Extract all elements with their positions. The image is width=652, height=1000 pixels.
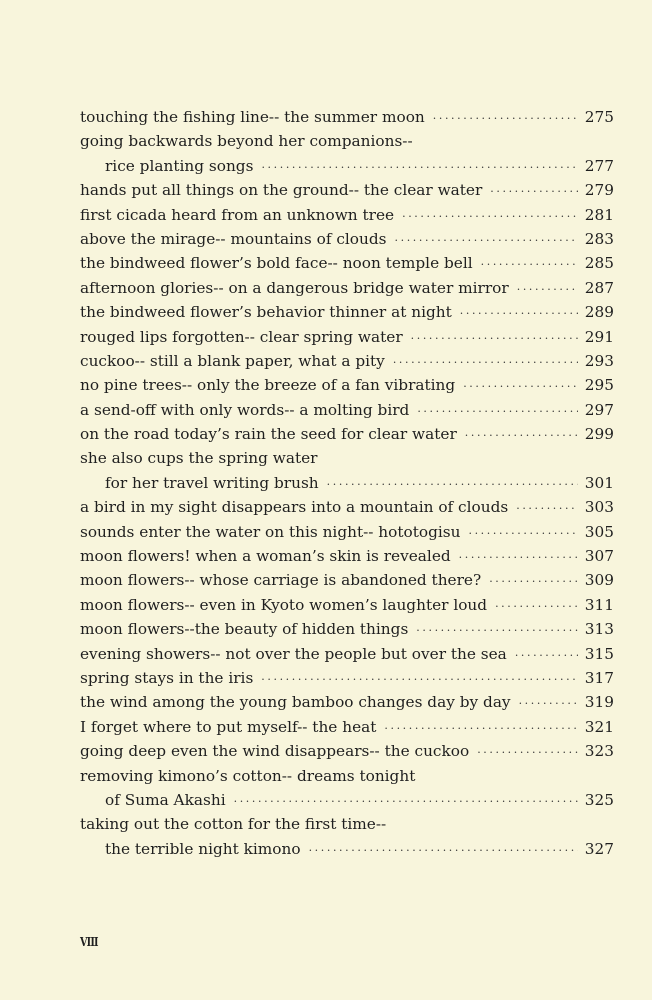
dot-leader: [516, 497, 578, 521]
toc-entry-page: 305: [584, 522, 614, 541]
toc-entry: [80, 471, 614, 495]
dot-leader: [411, 327, 578, 351]
toc-entry: [80, 129, 614, 153]
toc-entry-page: 313: [584, 620, 614, 639]
toc-entry-page: 327: [584, 839, 614, 858]
dot-leader: [519, 692, 578, 716]
toc-entry: [80, 568, 614, 592]
toc-entry-page: 301: [584, 473, 614, 492]
toc-entry-title: touching the fishing line-- the summer moon: [80, 108, 425, 126]
toc-entry-title: going deep even the wind disappears-- the cuckoo: [80, 742, 470, 761]
dot-leader: [417, 400, 578, 424]
dot-leader: [481, 253, 578, 277]
toc-entry-page: 293: [584, 351, 614, 370]
dot-leader: [489, 570, 578, 594]
dot-leader: [234, 790, 578, 814]
toc-entry-page: 283: [584, 229, 614, 248]
dot-leader: [463, 375, 578, 399]
toc-entry: [80, 715, 614, 739]
page-folio: VIII: [80, 935, 98, 949]
toc-entry-page: 315: [584, 644, 614, 663]
dot-leader: [460, 302, 578, 326]
toc-entry-page: 299: [584, 425, 614, 444]
toc-entry-title: for her travel writing brush: [105, 473, 319, 492]
dot-leader: [327, 473, 578, 497]
toc-entry: [80, 812, 614, 836]
toc-entry: [80, 788, 614, 812]
dot-leader: [261, 156, 578, 180]
toc-entry-page: 289: [584, 303, 614, 322]
toc-entry-title: no pine trees-- only the breeze of a fan vibrating: [80, 376, 456, 395]
toc-entry-page: 309: [584, 571, 614, 590]
toc-entry: [80, 666, 614, 690]
toc-entry: [80, 520, 614, 544]
toc-entry-page: 323: [584, 742, 614, 761]
toc-entry: [80, 178, 614, 202]
toc-entry-title: moon flowers--the beauty of hidden things: [80, 620, 409, 639]
toc-entry: [80, 593, 614, 617]
dot-leader: [468, 522, 578, 546]
dot-leader: [517, 278, 578, 302]
toc-entry-title: moon flowers-- even in Kyoto women’s laughter loud: [80, 595, 488, 614]
toc-entry: [80, 398, 614, 422]
toc-entry-page: 287: [584, 278, 614, 297]
toc-entry-title: first cicada heard from an unknown tree: [80, 205, 395, 224]
table-of-contents: [80, 105, 614, 861]
toc-entry-page: 311: [584, 595, 614, 614]
toc-entry-page: 279: [584, 181, 614, 200]
toc-entry: [80, 642, 614, 666]
toc-entry-title: she also cups the spring water: [80, 449, 318, 468]
toc-entry-page: 317: [584, 668, 614, 687]
toc-entry: [80, 617, 614, 641]
toc-entry: [80, 276, 614, 300]
toc-entry-title: sounds enter the water on this night-- hototogisu: [80, 522, 461, 541]
toc-entry: [80, 300, 614, 324]
toc-entry-page: 281: [584, 205, 614, 224]
toc-entry: [80, 690, 614, 714]
toc-entry-page: 275: [584, 108, 614, 126]
dot-leader: [402, 205, 578, 229]
toc-entry-page: 297: [584, 400, 614, 419]
toc-entry-title: above the mirage-- mountains of clouds: [80, 229, 387, 248]
dot-leader: [395, 229, 578, 253]
toc-entry: [80, 251, 614, 275]
toc-entry: [80, 203, 614, 227]
toc-entry-title: removing kimono’s cotton-- dreams tonight: [80, 766, 416, 785]
toc-entry-title: afternoon glories-- on a dangerous bridge water mirror: [80, 278, 509, 297]
toc-entry-page: 277: [584, 156, 614, 175]
toc-entry: [80, 227, 614, 251]
toc-entry-title: cuckoo-- still a blank paper, what a pity: [80, 351, 385, 370]
toc-entry: [80, 495, 614, 519]
dot-leader: [459, 546, 578, 570]
toc-entry-page: 325: [584, 790, 614, 809]
toc-entry: [80, 325, 614, 349]
toc-entry: [80, 422, 614, 446]
dot-leader: [384, 717, 578, 741]
toc-entry-page: 303: [584, 498, 614, 517]
toc-entry: [80, 105, 614, 129]
toc-entry-title: the bindweed flower’s bold face-- noon temple bell: [80, 254, 473, 273]
toc-entry: [80, 349, 614, 373]
toc-entry: [80, 154, 614, 178]
toc-entry-title: moon flowers-- whose carriage is abandoned there?: [80, 571, 482, 590]
toc-entry: [80, 837, 614, 861]
toc-entry-title: the terrible night kimono: [105, 839, 301, 858]
toc-entry: [80, 739, 614, 763]
toc-entry-title: a send-off with only words-- a molting bird: [80, 400, 410, 419]
dot-leader: [433, 107, 578, 131]
toc-entry-page: 291: [584, 327, 614, 346]
toc-entry-page: 319: [584, 693, 614, 712]
dot-leader: [495, 595, 578, 619]
toc-entry-page: 295: [584, 376, 614, 395]
toc-entry-title: spring stays in the iris: [80, 668, 254, 687]
dot-leader: [309, 839, 578, 863]
toc-entry-title: of Suma Akashi: [105, 790, 226, 809]
toc-entry-title: the wind among the young bamboo changes day by day: [80, 693, 511, 712]
dot-leader: [465, 424, 578, 448]
dot-leader: [490, 180, 578, 204]
toc-entry-page: 321: [584, 717, 614, 736]
toc-entry-title: taking out the cotton for the first time--: [80, 815, 387, 834]
toc-entry-title: rice planting songs: [105, 156, 254, 175]
toc-entry: [80, 373, 614, 397]
toc-entry: [80, 446, 614, 470]
toc-entry-title: rouged lips forgotten-- clear spring water: [80, 327, 403, 346]
dot-leader: [477, 741, 578, 765]
dot-leader: [393, 351, 578, 375]
toc-entry-title: I forget where to put myself-- the heat: [80, 717, 377, 736]
toc-entry-title: the bindweed flower’s behavior thinner at night: [80, 303, 452, 322]
dot-leader: [261, 668, 578, 692]
toc-entry-title: going backwards beyond her companions--: [80, 132, 413, 151]
dot-leader: [416, 619, 578, 643]
toc-entry-title: evening showers-- not over the people but over the sea: [80, 644, 507, 663]
toc-entry-title: on the road today’s rain the seed for clear water: [80, 425, 457, 444]
toc-entry: [80, 544, 614, 568]
toc-entry-page: 307: [584, 547, 614, 566]
toc-entry-title: a bird in my sight disappears into a mountain of clouds: [80, 498, 509, 517]
toc-entry-title: moon flowers! when a woman’s skin is revealed: [80, 547, 451, 566]
toc-entry-page: 285: [584, 254, 614, 273]
dot-leader: [515, 644, 578, 668]
toc-entry-title: hands put all things on the ground-- the clear water: [80, 181, 483, 200]
toc-entry: [80, 764, 614, 788]
